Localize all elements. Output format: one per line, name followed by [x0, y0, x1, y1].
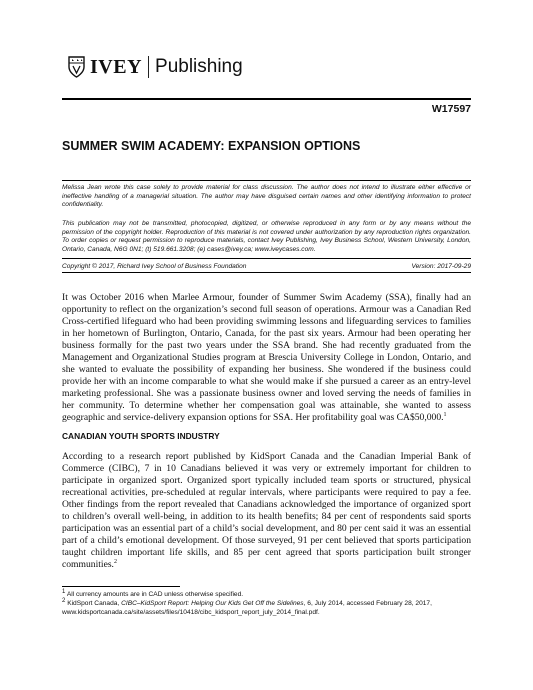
crest-icon: [68, 56, 85, 78]
footnote-1-number: 1: [62, 588, 66, 595]
footnote-1-text: All currency amounts are in CAD unless otherwise specified.: [66, 591, 244, 598]
brand-name: IVEY: [90, 55, 143, 78]
section-paragraph: [62, 451, 471, 571]
intro-paragraph: [62, 292, 471, 425]
authorship-disclaimer: Melissa Jean wrote this case solely to provide material for class discussion. The author does not intend to illustrate either effective or ineffective handling of a managerial situation. The author may have disguised certain names and other identifying information to protect confidentiality.: [62, 184, 471, 209]
footnote-rule: [62, 586, 180, 587]
footnote-2: [62, 597, 482, 617]
copyright-text: Copyright © 2017, Richard Ivey School of Business Foundation: [62, 263, 247, 270]
section-text: According to a research report published by KidSport Canada and the Canadian Imperial Bank of Commerce (CIBC), 7 in 10 Canadians believed it was very or extremely important for children to participate in organized sport. Organized sport typically included team sports or structured, physical recreational activities, pre-scheduled at regular intervals, where participants were required to pay a fee. Other findings from the report revealed that Canadians acknowledged the importance of organized sport to children’s overall well-being, in addition to its health benefits; 84 per cent of respondents said sports participation was an essential part of a child’s social development, and 80 per cent said it was an essential part of a child’s emotional development. Of those surveyed, 91 per cent believed that sports participation taught children important life skills, and 85 per cent agreed that sports participation built stronger communities.: [62, 451, 471, 571]
case-number: W17597: [431, 103, 471, 115]
copyright-row: [62, 263, 471, 270]
case-title: SUMMER SWIM ACADEMY: EXPANSION OPTIONS: [62, 139, 361, 153]
footnote-1: [62, 588, 482, 600]
permissions-notice: This publication may not be transmitted, photocopied, digitized, or otherwise reproduced in any form or by any means without the permission of the copyright holder. Reproduction of this material is not covered under authorization by any reproduction rights organization. To order copies or request permission to reproduce materials, contact Ivey Publishing, Ivey Business School, Western University, London, Ontario, Canada, N6G 0N1; (t) 519.661.3208; (e) cases@ivey.ca; www.iveycases.com.: [62, 220, 471, 253]
footnote-ref-2: 2: [113, 559, 117, 566]
footnote-2-url[interactable]: www.kidsportcanada.ca/site/assets/files/10418/cibc_kidsport_report_july_2014_final.pdf.: [62, 608, 320, 616]
footnote-2-title: CIBC–KidSport Report: Helping Our Kids Get Off the Sidelines: [121, 600, 304, 607]
footnote-2-pre: KidSport Canada,: [67, 600, 120, 607]
ivey-publishing-logo: [68, 54, 243, 80]
disclaimer-bottom-rule: [62, 272, 471, 273]
footnote-ref-1: 1: [443, 412, 447, 419]
publisher-name: Publishing: [155, 56, 243, 77]
logo-divider: [148, 56, 149, 78]
version-text: Version: 2017-09-29: [411, 263, 471, 270]
header-rule: [62, 98, 471, 100]
intro-text: It was October 2016 when Marlee Armour, founder of Summer Swim Academy (SSA), finally had an opportunity to reflect on the organization’s second full season of operations. Armour was a Canadian Red Cross-certified lifeguard who had been providing swimming lessons and lifeguarding services to families in her hometown of Burlington, Ontario, Canada, for the past six years. Armour had been operating her business formally for the past two years under the SSA brand. She had recently graduated from the Management and Organizational Studies program at Brescia University College in London, Ontario, and she wanted to evaluate the possibility of expanding her business. She wondered if the business could provide her with an income comparable to what she would make if she pursued a career as an entry-level marketing professional. She was a passionate business owner and loved serving the needs of families in her community. To determine whether her compensation goal was attainable, she wanted to assess geographic and service-delivery expansion options for SSA. Her profitability goal was CA$50,000.: [62, 292, 471, 424]
section-heading: CANADIAN YOUTH SPORTS INDUSTRY: [62, 431, 220, 441]
disclaimer-top-rule: [62, 180, 471, 181]
footnote-2-post: , 6, July 2014, accessed February 28, 2017,: [303, 600, 432, 607]
copyright-top-rule: [62, 258, 471, 259]
footnote-2-number: 2: [62, 597, 66, 604]
